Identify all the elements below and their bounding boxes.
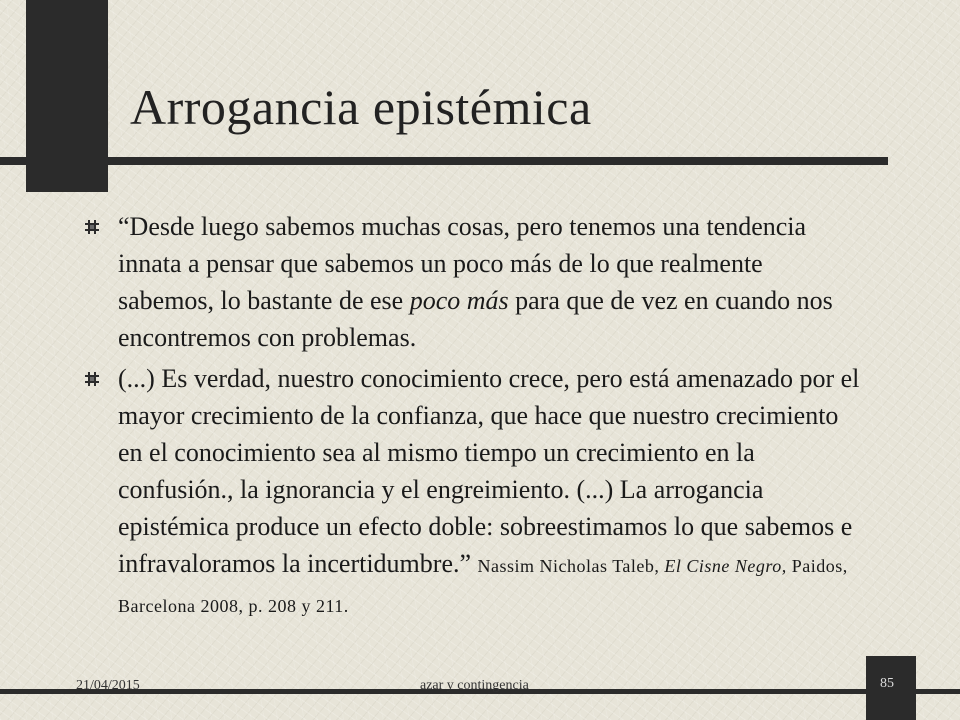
hash-bullet-icon	[84, 371, 100, 387]
bullet-text: “Desde luego sabemos muchas cosas, pero tenemos una tendencia innata a pensar que sabemos un poco más de lo que realmente sabemos, lo bastante de ese	[118, 212, 807, 315]
bullet-item-1	[84, 208, 860, 356]
bullet-emphasis: poco más	[409, 286, 509, 315]
citation-author: Nassim Nicholas Taleb,	[477, 556, 665, 576]
hash-bullet-icon	[84, 219, 100, 235]
footer-title: azar y contingencia	[420, 678, 529, 693]
citation-book: El Cisne Negro,	[664, 556, 787, 576]
bullet-text: (...) Es verdad, nuestro conocimiento crece, pero está amenazado por el mayor crecimiento de la confianza, que hace que nuestro crecimiento en el conocimiento sea al mismo tiempo un crecimiento en la confusión., la ignorancia y el engreimiento. (...) La arrogancia epistémica produce un efecto doble: sobreestimamos lo que sabemos e infravaloramos la incertidumbre.”	[118, 364, 860, 578]
footer-date: 21/04/2015	[76, 678, 140, 693]
page-number: 85	[880, 676, 894, 691]
title-rule	[0, 157, 888, 165]
bullet-text-end: para que de vez en cuando nos encontremos con problemas.	[118, 286, 833, 352]
slide-content	[84, 208, 860, 629]
bullet-item-2	[84, 360, 860, 625]
citation-details: Paidos, Barcelona 2008, p. 208 y 211.	[118, 556, 848, 616]
slide-title: Arrogancia epistémica	[130, 79, 592, 135]
